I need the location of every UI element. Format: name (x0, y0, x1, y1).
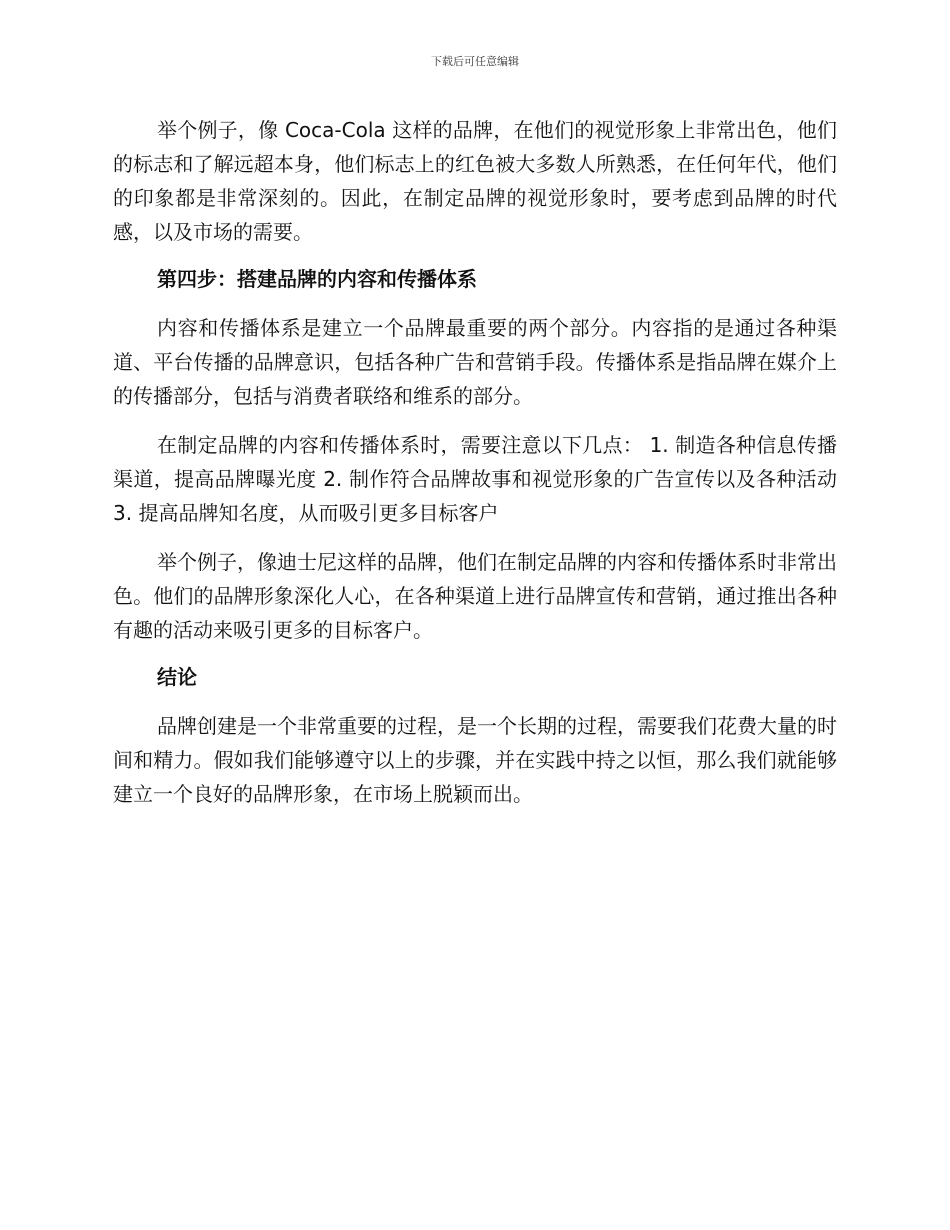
paragraph-notes-list: 在制定品牌的内容和传播体系时，需要注意以下几点： 1. 制造各种信息传播渠道，提高品牌曝光度 2. 制作符合品牌故事和视觉形象的广告宣传以及各种活动 3. 提高品牌知名度，从而吸引更多目标客户 (113, 433, 837, 525)
paragraph-disney-example: 举个例子，像迪士尼这样的品牌，他们在制定品牌的内容和传播体系时非常出色。他们的品牌形象深化人心，在各种渠道上进行品牌宣传和营销，通过推出各种有趣的活动来吸引更多的目标客户。 (113, 550, 837, 642)
section-heading-step-four: 第四步：搭建品牌的内容和传播体系 (157, 267, 477, 291)
section-heading-conclusion: 结论 (157, 665, 197, 689)
document-body (113, 113, 837, 826)
paragraph-coca-cola-example: 举个例子，像 Coca-Cola 这样的品牌，在他们的视觉形象上非常出色，他们的标志和了解远超本身，他们标志上的红色被大多数人所熟悉，在任何年代，他们的印象都是非常深刻的。因此，在制定品牌的视觉形象时，要考虑到品牌的时代感，以及市场的需要。 (113, 118, 837, 244)
paragraph-conclusion: 品牌创建是一个非常重要的过程，是一个长期的过程，需要我们花费大量的时间和精力。假如我们能够遵守以上的步骤，并在实践中持之以恒，那么我们就能够建立一个良好的品牌形象，在市场上脱颖而出。 (113, 714, 837, 806)
page-header: 下载后可任意编辑 (431, 55, 519, 68)
paragraph-content-system: 内容和传播体系是建立一个品牌最重要的两个部分。内容指的是通过各种渠道、平台传播的品牌意识，包括各种广告和营销手段。传播体系是指品牌在媒介上的传播部分，包括与消费者联络和维系的部分。 (113, 316, 837, 408)
